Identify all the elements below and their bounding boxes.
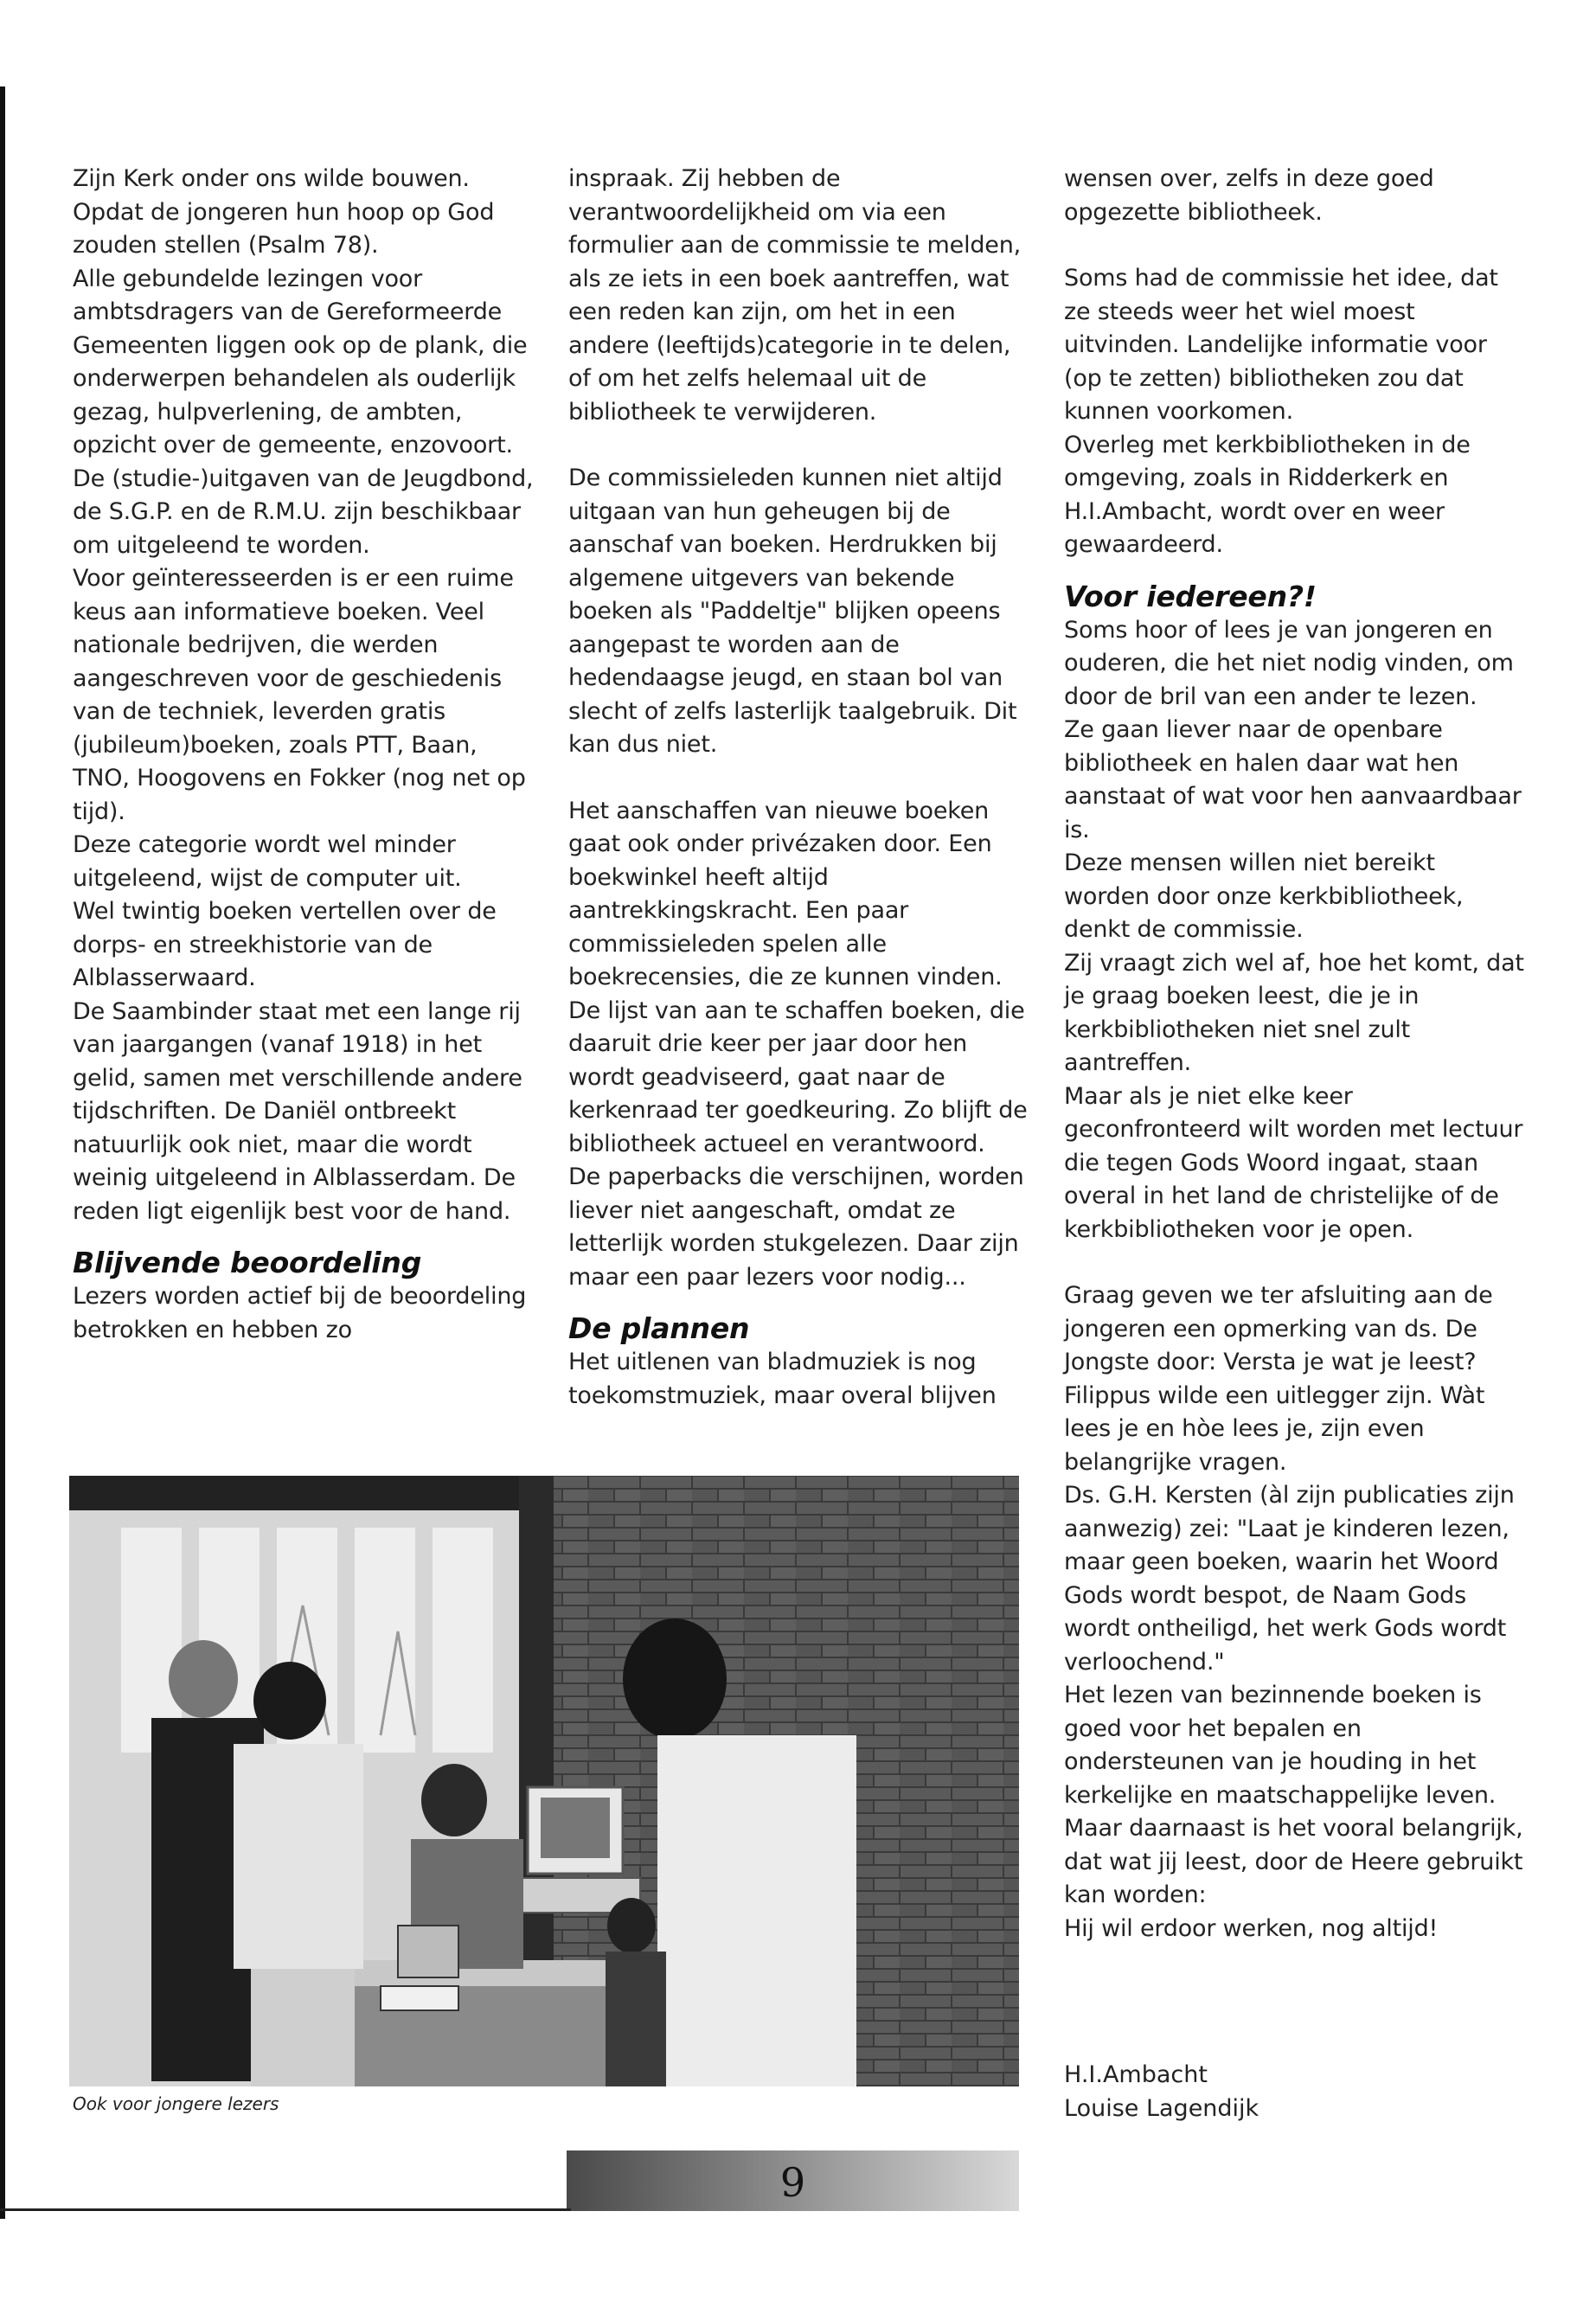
article-signature	[1064, 2059, 1259, 2125]
paragraph: Wel twintig boeken vertellen over de dorps- en streekhistorie van de Alblasserwaard.	[73, 898, 497, 991]
paragraph: De commissieleden kunnen niet altijd uitgaan van hun geheugen bij de aanschaf van boeken. Herdrukken bij algemene uitgevers van bekende boeken als "Paddeltje" blijken opeens aangepast te worden aan de hedendaagse jeugd, en staan bol van slecht of zelfs lasterlijk taalgebruik. Dit kan dus niet.	[568, 465, 1017, 758]
paragraph: Het aanschaffen van nieuwe boeken gaat ook onder privézaken door. Een boekwinkel heeft altijd aantrekkingskracht. Een paar commissieleden spelen alle boekrecensies, die ze kunnen vinden. De lijst van aan te schaffen boeken, die daaruit drie keer per jaar door hen wordt geadviseerd, gaat naar de kerkenraad ter goedkeuring. Zo blijft de bibliotheek actueel en verantwoord.	[568, 797, 1028, 1157]
section-heading-voor-iedereen: Voor iedereen?!	[1064, 579, 1317, 613]
paragraph: inspraak. Zij hebben de verantwoordelijkheid om via een formulier aan de commissie te melden, als ze iets in een boek aantreffen, wat een reden kan zijn, om het in een andere (leeftijds)categorie in te delen, of om het zelfs helemaal uit de bibliotheek te verwijderen.	[568, 165, 1022, 426]
column-2	[568, 163, 1035, 1413]
page-spine-edge	[0, 87, 5, 2219]
library-scene-illustration	[69, 1476, 1019, 2086]
paragraph: De paperbacks die verschijnen, worden liever niet aangeschaft, omdat ze letterlijk worden stukgelezen. Daar zijn maar een paar lezers voor nodig...	[568, 1163, 1024, 1291]
paragraph: wensen over, zelfs in deze goed opgezette bibliotheek.	[1064, 165, 1434, 226]
paragraph: Maar als je niet elke keer geconfronteerd wilt worden met lectuur die tegen Gods Woord ingaat, staan overal in het land de christelijke of de kerkbibliotheken voor je open.	[1064, 1082, 1523, 1243]
section-heading-de-plannen: De plannen	[568, 1311, 750, 1345]
paragraph: Alle gebundelde lezingen voor ambtsdragers van de Gereformeerde Gemeenten liggen ook op de plank, die onderwerpen behandelen als ouderlijk gezag, hulpverlening, de ambten, opzicht over de gemeente, enzovoort.	[73, 265, 528, 458]
page-number: 9	[779, 2159, 806, 2206]
library-photo	[69, 1476, 1019, 2086]
signature-author: Louise Lagendijk	[1064, 2094, 1259, 2122]
column-3	[1064, 163, 1527, 1945]
paragraph: Soms had de commissie het idee, dat ze steeds weer het wiel moest uitvinden. Landelijke informatie voor (op te zetten) bibliotheken zou dat kunnen voorkomen.	[1064, 265, 1498, 425]
paragraph: Zijn Kerk onder ons wilde bouwen. Opdat de jongeren hun hoop op God zouden stellen (Psalm 78).	[73, 165, 495, 259]
paragraph: Deze mensen willen niet bereikt worden door onze kerkbibliotheek, denkt de commissie.	[1064, 849, 1464, 943]
paragraph: Graag geven we ter afsluiting aan de jongeren een opmerking van ds. De Jongste door: Versta je wat je leest? Filippus wilde een uitlegger zijn. Wàt lees je en hòe lees je, zijn even belangrijke vragen.	[1064, 1282, 1493, 1476]
paragraph: Het uitlenen van bladmuziek is nog toekomstmuziek, maar overal blijven	[568, 1349, 997, 1409]
paragraph: Hij wil erdoor werken, nog altijd!	[1064, 1914, 1439, 1942]
paragraph: Ds. G.H. Kersten (àl zijn publicaties zijn aanwezig) zei: "Laat je kinderen lezen, maar geen boeken, waarin het Woord Gods wordt bespot, de Naam Gods wordt ontheiligd, het werk Gods wordt verloochend."	[1064, 1482, 1515, 1676]
paragraph: De (studie-)uitgaven van de Jeugdbond, de S.G.P. en de R.M.U. zijn beschikbaar om uitgeleend te worden.	[73, 465, 534, 559]
paragraph: Voor geïnteresseerden is er een ruime keus aan informatieve boeken. Veel nationale bedrijven, die werden aangeschreven voor de geschiedenis van de techniek, leverden gratis (jubileum)boeken, zoals PTT, Baan, TNO, Hoogovens en Fokker (nog net op tijd).	[73, 565, 526, 825]
paragraph: Deze categorie wordt wel minder uitgeleend, wijst de computer uit.	[73, 831, 462, 892]
paragraph: De Saambinder staat met een lange rij van jaargangen (vanaf 1918) in het gelid, samen met verschillende andere tijdschriften. De Daniël ontbreekt natuurlijk ook niet, maar die wordt weinig uitgeleend in Alblasserdam. De reden ligt eigenlijk best voor de hand.	[73, 997, 522, 1225]
paragraph: Lezers worden actief bij de beoordeling betrokken en hebben zo	[73, 1283, 527, 1343]
photo-caption: Ook voor jongere lezers	[73, 2093, 279, 2114]
paragraph: Zij vraagt zich wel af, hoe het komt, dat je graag boeken leest, die je in kerkbibliotheken niet snel zult aantreffen.	[1064, 949, 1524, 1076]
signature-place: H.I.Ambacht	[1064, 2061, 1208, 2088]
section-heading-blijvende-beoordeling: Blijvende beoordeling	[73, 1246, 422, 1279]
page-number-bar	[567, 2150, 1019, 2211]
paragraph: Het lezen van bezinnende boeken is goed voor het bepalen en ondersteunen van je houding in het kerkelijke en maatschappelijke leven. Maar daarnaast is het vooral belangrijk, dat wat jij leest, door de Heere gebruikt kan worden:	[1064, 1682, 1523, 1908]
paragraph: Overleg met kerkbibliotheken in de omgeving, zoals in Ridderkerk en H.I.Ambacht, wordt over en weer gewaardeerd.	[1064, 431, 1471, 558]
paragraph: Soms hoor of lees je van jongeren en ouderen, die het niet nodig vinden, om door de bril van een ander te lezen.	[1064, 616, 1514, 710]
column-1	[73, 163, 540, 1347]
bottom-rule	[0, 2208, 571, 2211]
paragraph: Ze gaan liever naar de openbare bibliotheek en halen daar wat hen aanstaat of wat voor hen aanvaardbaar is.	[1064, 716, 1522, 843]
